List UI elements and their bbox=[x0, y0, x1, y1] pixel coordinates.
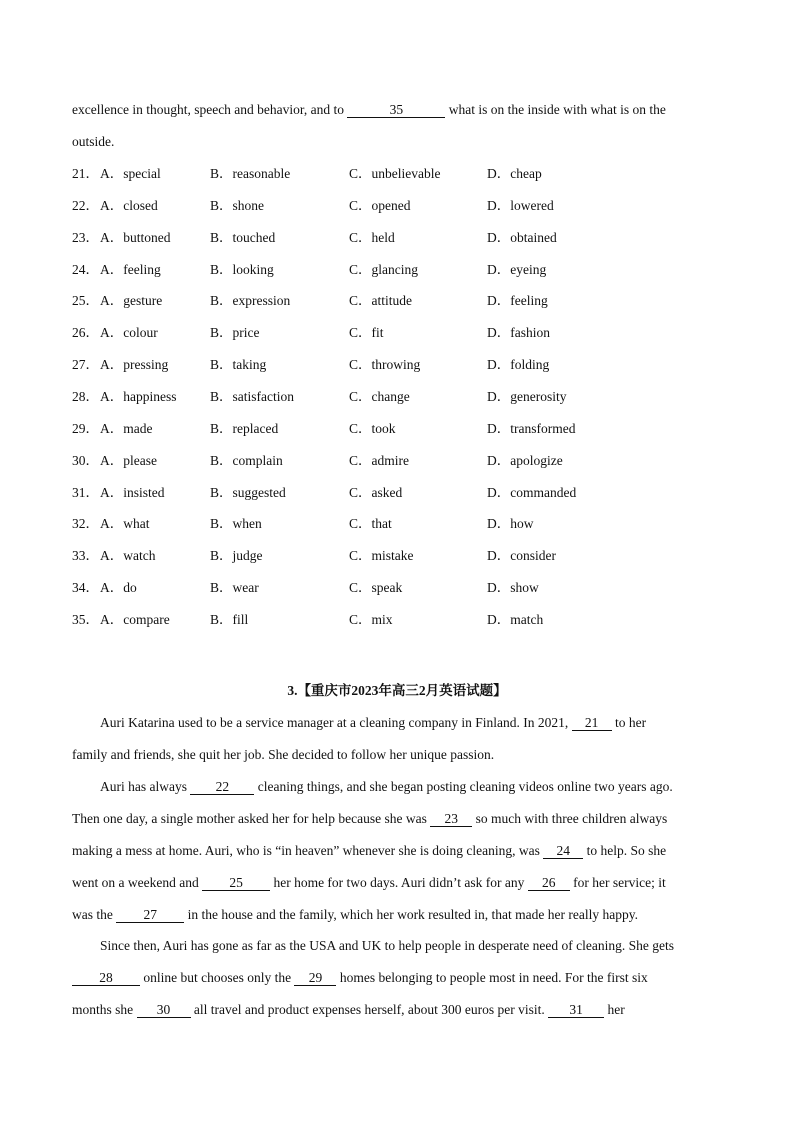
intro-text: what is on the inside with what is on the bbox=[448, 102, 666, 117]
question-number: 24． bbox=[72, 261, 99, 277]
question-number: 22． bbox=[72, 197, 99, 213]
option-b: B．satisfaction bbox=[210, 388, 294, 404]
option-a: A．feeling bbox=[100, 261, 161, 277]
question-number: 30． bbox=[72, 452, 99, 468]
option-row bbox=[72, 484, 732, 502]
option-a: A．made bbox=[100, 420, 153, 436]
option-c: C．asked bbox=[349, 484, 403, 500]
option-c: C．mix bbox=[349, 611, 393, 627]
question-number: 29． bbox=[72, 420, 99, 436]
question-number: 31． bbox=[72, 484, 99, 500]
blank-27: 27 bbox=[116, 907, 184, 923]
section-title: 3.【重庆市2023年高三2月英语试题】 bbox=[287, 683, 507, 698]
option-row bbox=[72, 611, 732, 629]
option-a: A．watch bbox=[100, 548, 156, 564]
option-a: A．what bbox=[100, 516, 150, 532]
passage-text: to help. So she bbox=[586, 843, 667, 858]
option-b: B．replaced bbox=[210, 420, 279, 436]
option-b: B．price bbox=[210, 325, 260, 341]
option-row bbox=[72, 452, 732, 470]
passage-text: went on a weekend and bbox=[72, 875, 199, 890]
question-number: 34． bbox=[72, 580, 99, 596]
blank-31: 31 bbox=[548, 1002, 604, 1018]
passage-text: so much with three children always bbox=[475, 811, 668, 826]
option-row bbox=[72, 388, 732, 406]
question-number: 32． bbox=[72, 516, 99, 532]
option-d: D．folding bbox=[487, 357, 550, 373]
option-row bbox=[72, 292, 732, 310]
option-c: C．that bbox=[349, 516, 392, 532]
option-c: C．took bbox=[349, 420, 396, 436]
option-d: D．eyeing bbox=[487, 261, 547, 277]
passage-line bbox=[72, 906, 638, 924]
passage-text: cleaning things, and she began posting cleaning videos online two years ago. bbox=[257, 779, 673, 794]
option-d: D．commanded bbox=[487, 484, 577, 500]
passage-text: online but chooses only the bbox=[143, 970, 292, 985]
passage-text: Then one day, a single mother asked her for help because she was bbox=[72, 811, 427, 826]
blank-25: 25 bbox=[202, 875, 270, 891]
option-b: B．complain bbox=[210, 452, 283, 468]
option-a: A．pressing bbox=[100, 357, 169, 373]
option-a: A．do bbox=[100, 580, 137, 596]
option-b: B．wear bbox=[210, 580, 259, 596]
blank-28: 28 bbox=[72, 970, 140, 986]
option-c: C．attitude bbox=[349, 293, 412, 309]
option-row bbox=[72, 197, 732, 215]
intro-line-1 bbox=[72, 101, 666, 119]
option-d: D．cheap bbox=[487, 166, 542, 181]
passage-text: Auri has always bbox=[100, 779, 187, 794]
question-number: 21． bbox=[72, 166, 99, 181]
option-a: A．happiness bbox=[100, 388, 177, 404]
option-b: B．looking bbox=[210, 261, 274, 277]
passage-text: making a mess at home. Auri, who is “in heaven” whenever she is doing cleaning, was bbox=[72, 843, 540, 858]
option-d: D．how bbox=[487, 516, 534, 532]
question-number: 23． bbox=[72, 229, 99, 245]
option-c: C．throwing bbox=[349, 357, 421, 373]
option-c: C．speak bbox=[349, 580, 403, 596]
blank-24: 24 bbox=[543, 843, 583, 859]
passage-text: to her bbox=[614, 715, 647, 730]
blank-21: 21 bbox=[572, 715, 612, 731]
passage-text: her home for two days. Auri didn’t ask for any bbox=[273, 875, 525, 890]
option-row bbox=[72, 261, 732, 279]
option-d: D．obtained bbox=[487, 229, 557, 245]
intro-line-2: outside. bbox=[72, 134, 115, 149]
option-a: A．please bbox=[100, 452, 157, 468]
passage-text: months she bbox=[72, 1002, 134, 1017]
option-a: A．insisted bbox=[100, 484, 165, 500]
passage-line: Since then, Auri has gone as far as the USA and UK to help people in desperate need of cleaning. She gets bbox=[100, 938, 674, 953]
option-c: C．opened bbox=[349, 197, 411, 213]
option-d: D．show bbox=[487, 580, 539, 596]
option-c: C．admire bbox=[349, 452, 409, 468]
option-b: B．touched bbox=[210, 229, 276, 245]
option-d: D．transformed bbox=[487, 420, 576, 436]
option-c: C．held bbox=[349, 229, 395, 245]
option-b: B．suggested bbox=[210, 484, 286, 500]
option-b: B．fill bbox=[210, 611, 249, 627]
option-d: D．fashion bbox=[487, 325, 550, 341]
option-c: C．unbelievable bbox=[349, 166, 441, 181]
option-a: A．colour bbox=[100, 325, 158, 341]
passage-line bbox=[72, 969, 648, 987]
option-d: D．consider bbox=[487, 548, 556, 564]
passage-line bbox=[72, 778, 673, 796]
option-b: B．taking bbox=[210, 357, 267, 373]
option-c: C．change bbox=[349, 388, 410, 404]
option-b: B．expression bbox=[210, 293, 291, 309]
option-d: D．generosity bbox=[487, 388, 567, 404]
option-row bbox=[72, 515, 732, 533]
blank-35: 35 bbox=[347, 102, 445, 118]
question-number: 33． bbox=[72, 548, 99, 564]
intro-text: excellence in thought, speech and behavior, and to bbox=[72, 102, 344, 117]
passage-line bbox=[72, 874, 666, 892]
option-row bbox=[72, 547, 732, 565]
option-c: C．mistake bbox=[349, 548, 414, 564]
blank-22: 22 bbox=[190, 779, 254, 795]
passage-line: family and friends, she quit her job. She decided to follow her unique passion. bbox=[72, 747, 495, 762]
blank-29: 29 bbox=[294, 970, 336, 986]
option-row bbox=[72, 229, 732, 247]
passage-line bbox=[72, 714, 646, 732]
option-row bbox=[72, 324, 732, 342]
passage-text: homes belonging to people most in need. For the first six bbox=[339, 970, 648, 985]
option-row bbox=[72, 356, 732, 374]
option-d: D．match bbox=[487, 611, 544, 627]
blank-23: 23 bbox=[430, 811, 472, 827]
question-number: 26． bbox=[72, 325, 99, 341]
option-a: A．closed bbox=[100, 197, 158, 213]
passage-text: Auri Katarina used to be a service manager at a cleaning company in Finland. In 2021, bbox=[100, 715, 569, 730]
passage-line bbox=[72, 1001, 625, 1019]
option-row bbox=[72, 420, 732, 438]
option-row bbox=[72, 579, 732, 597]
blank-26: 26 bbox=[528, 875, 570, 891]
option-c: C．glancing bbox=[349, 261, 418, 277]
option-a: A．buttoned bbox=[100, 229, 171, 245]
passage-text: all travel and product expenses herself, about 300 euros per visit. bbox=[193, 1002, 545, 1017]
option-a: A．special bbox=[100, 166, 161, 181]
passage-line bbox=[72, 842, 666, 860]
option-d: D．lowered bbox=[487, 197, 554, 213]
option-b: B．shone bbox=[210, 197, 264, 213]
question-number: 25． bbox=[72, 293, 99, 309]
question-number: 35． bbox=[72, 611, 99, 627]
option-b: B．judge bbox=[210, 548, 263, 564]
passage-text: for her service; it bbox=[573, 875, 666, 890]
option-row bbox=[72, 165, 732, 183]
option-b: B．reasonable bbox=[210, 166, 291, 181]
option-b: B．when bbox=[210, 516, 262, 532]
question-number: 28． bbox=[72, 388, 99, 404]
passage-text: was the bbox=[72, 907, 113, 922]
option-a: A．gesture bbox=[100, 293, 163, 309]
question-number: 27． bbox=[72, 357, 99, 373]
passage-line bbox=[72, 810, 667, 828]
option-c: C．fit bbox=[349, 325, 384, 341]
option-a: A．compare bbox=[100, 611, 170, 627]
blank-30: 30 bbox=[137, 1002, 191, 1018]
option-d: D．feeling bbox=[487, 293, 548, 309]
passage-text: in the house and the family, which her work resulted in, that made her really happy. bbox=[187, 907, 638, 922]
passage-text: her bbox=[607, 1002, 625, 1017]
option-d: D．apologize bbox=[487, 452, 563, 468]
